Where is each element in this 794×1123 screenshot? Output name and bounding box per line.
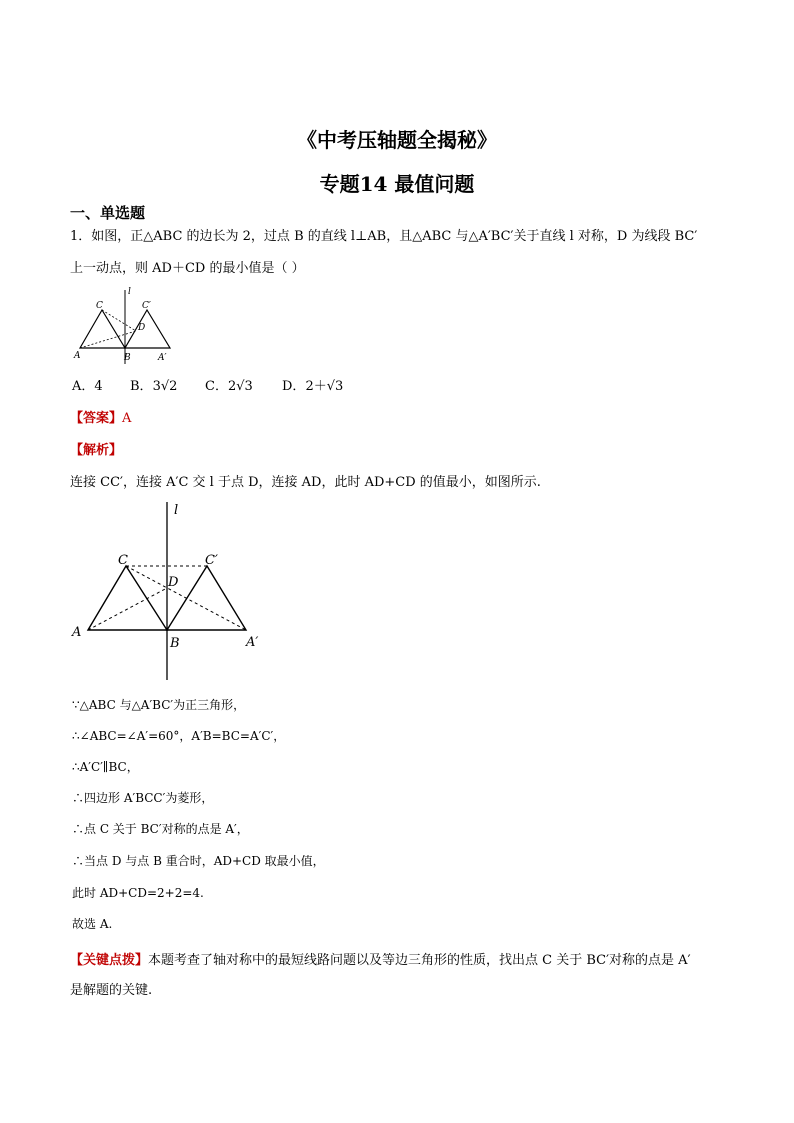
analysis-step-8: 故选 A. xyxy=(72,917,113,931)
section-label: 一、单选题 xyxy=(70,204,146,222)
answer-tag: 【答案】 xyxy=(70,411,123,426)
analysis-step-1: ∵△ABC 与△A′BC′为正三角形， xyxy=(72,698,246,712)
option-a xyxy=(72,378,103,396)
key-point-line-1 xyxy=(70,952,691,970)
label-a: A xyxy=(74,351,81,361)
analysis-step-3: ∴A′C′∥BC， xyxy=(72,760,139,774)
option-b-prefix: B． xyxy=(130,379,153,394)
topic-title: 专题14 最值问题 xyxy=(319,172,475,196)
question-line-1: 1．如图，正△ABC 的边长为 2，过点 B 的直线 l⊥AB，且△ABC 与△A′BC′关于直线 l 对称，D 为线段 BC′ xyxy=(70,229,698,244)
label-c-prime: C′ xyxy=(142,301,151,311)
option-d-prefix: D． xyxy=(282,379,306,394)
analysis-tag: 【解析】 xyxy=(70,443,123,458)
key-point-line-2: 是解题的关键. xyxy=(70,983,153,998)
option-a-prefix: A． xyxy=(72,379,95,394)
answer-value: A xyxy=(122,411,132,426)
label-d: D xyxy=(138,323,146,333)
triangle-a-prime-bc-prime-large xyxy=(167,566,246,630)
label-c-prime-large: C′ xyxy=(205,553,218,568)
analysis-figure xyxy=(66,500,266,686)
triangle-abc xyxy=(80,310,125,348)
analysis-step-2: ∴∠ABC=∠A′=60°，A′B=BC=A′C′， xyxy=(72,729,286,743)
option-a-text: 4 xyxy=(94,379,103,394)
triangle-abc-large xyxy=(88,566,167,630)
label-a-large: A xyxy=(72,625,82,640)
triangle-a-prime-bc-prime xyxy=(125,310,170,348)
segment-cd xyxy=(102,310,136,331)
label-b: B xyxy=(124,353,131,363)
analysis-step-6: ∴当点 D 与点 B 重合时，AD+CD 取最小值， xyxy=(72,854,325,868)
analysis-intro: 连接 CC′，连接 A′C 交 l 于点 D，连接 AD，此时 AD+CD 的值最小，如图所示. xyxy=(70,475,541,490)
analysis-step-5: ∴点 C 关于 BC′对称的点是 A′， xyxy=(72,822,249,836)
answer-line xyxy=(70,410,131,428)
question-figure xyxy=(72,286,172,366)
label-b-large: B xyxy=(170,636,180,651)
option-b xyxy=(130,378,177,396)
option-c xyxy=(205,378,253,396)
option-d-text: 2＋√3 xyxy=(305,379,344,394)
label-c-large: C xyxy=(118,553,128,568)
label-a-prime: A′ xyxy=(158,353,167,363)
analysis-step-4: ∴四边形 A′BCC′为菱形， xyxy=(72,791,214,805)
label-a-prime-large: A′ xyxy=(246,635,259,650)
option-c-prefix: C． xyxy=(205,379,228,394)
analysis-step-7: 此时 AD+CD=2+2=4. xyxy=(72,886,204,900)
option-c-text: 2√3 xyxy=(227,379,253,394)
label-l-large: l xyxy=(174,503,179,518)
label-c: C xyxy=(96,301,103,311)
key-point-tag: 【关键点拨】 xyxy=(70,953,149,968)
option-d xyxy=(282,378,343,396)
segment-a-prime-c xyxy=(126,566,246,630)
series-title: 《中考压轴题全揭秘》 xyxy=(297,128,497,152)
label-d-large: D xyxy=(168,575,179,590)
question-line-2: 上一动点，则 AD＋CD 的最小值是（ ） xyxy=(70,261,305,276)
option-b-text: 3√2 xyxy=(152,379,178,394)
key-point-text-1: 本题考查了轴对称中的最短线路问题以及等边三角形的性质，找出点 C 关于 BC′对称的点是 A′ xyxy=(148,953,691,968)
label-l: l xyxy=(128,287,131,297)
